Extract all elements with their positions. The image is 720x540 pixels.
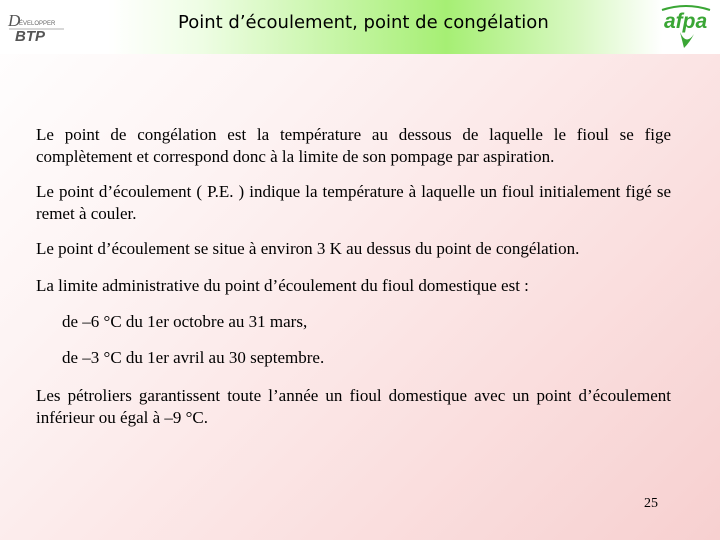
btp-logo-graphic (6, 8, 70, 46)
svg-text:BTP: BTP (15, 28, 45, 45)
slide-body (36, 124, 671, 429)
paragraph-guarantee: Les pétroliers garantissent toute l’année un fioul domestique avec un point d’écoulement inférieur ou égal à –9 °C. (36, 386, 671, 427)
paragraph-difference: Le point d’écoulement se situe à environ 3 K au dessus du point de congélation. (36, 239, 580, 258)
svg-text:D: D (8, 11, 21, 30)
list-item-winter-limit: de –6 °C du 1er octobre au 31 mars, (62, 312, 308, 331)
paragraph-pour-point: Le point d’écoulement ( P.E. ) indique la température à laquelle un fioul initialement figé se remet à couler. (36, 182, 671, 223)
svg-text:ÉVELOPPER: ÉVELOPPER (19, 21, 56, 27)
paragraph-administrative-limit: La limite administrative du point d’écoulement du fioul domestique est : (36, 276, 529, 295)
page-title: Point d’écoulement, point de congélation (178, 12, 549, 33)
btp-logo (6, 8, 70, 46)
svg-text:afpa: afpa (664, 10, 708, 33)
afpa-logo-graphic (660, 4, 714, 50)
header-bar (0, 0, 720, 54)
list-item-summer-limit: de –3 °C du 1er avril au 30 septembre. (62, 348, 325, 367)
afpa-logo (660, 4, 714, 50)
paragraph-freezing-point: Le point de congélation est la température au dessous de laquelle le fioul se fige complètement et correspond donc à la limite de son pompage par aspiration. (36, 125, 671, 166)
page-number: 25 (644, 496, 658, 511)
